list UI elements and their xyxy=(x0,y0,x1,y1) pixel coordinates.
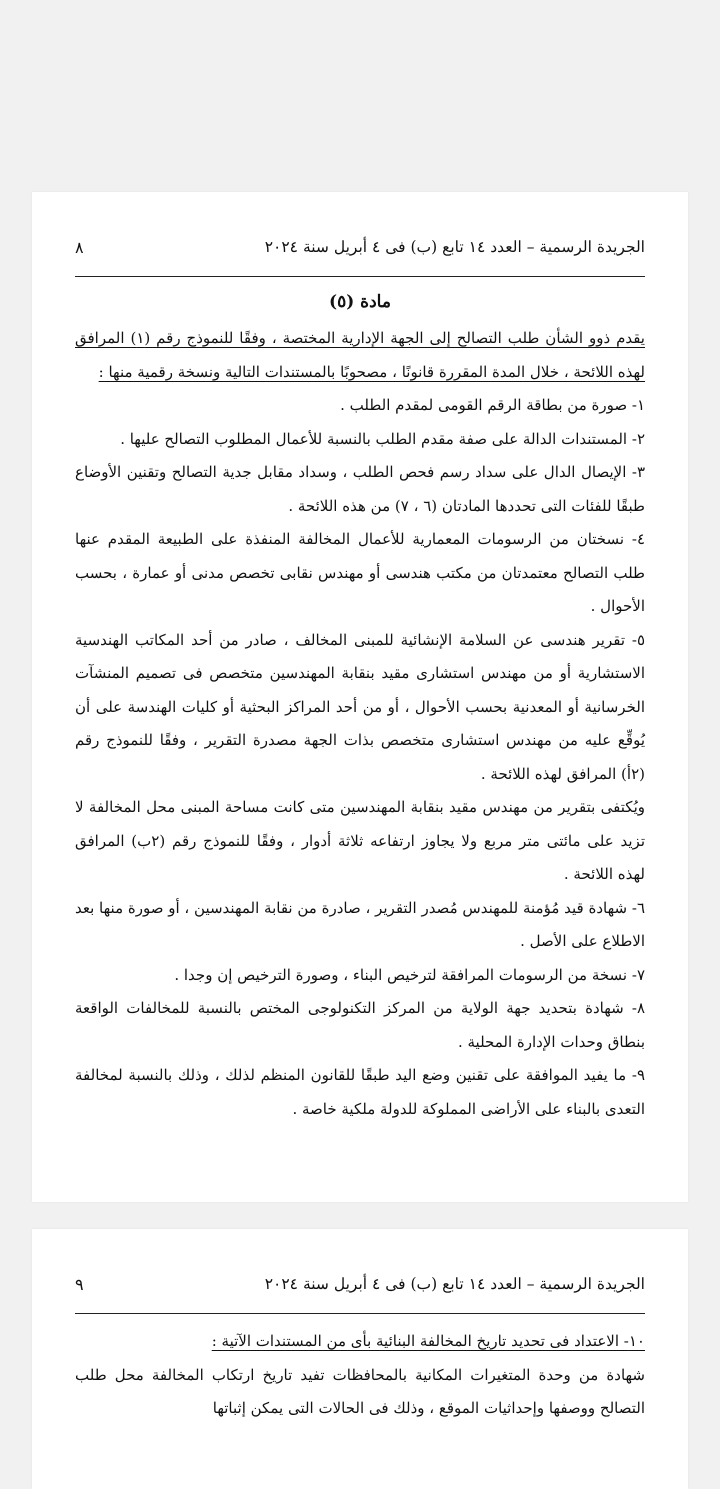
document-page-9 xyxy=(32,1229,688,1489)
list-item-3: ٣- الإيصال الدال على سداد رسم فحص الطلب ، وسداد مقابل جدية التصالح وتقنين الأوضاع طبقًا للفئات التى تحددها المادتان (٦ ، ٧) من هذه اللائحة . xyxy=(75,463,645,515)
list-item-6: ٦- شهادة قيد مُؤمنة للمهندس مُصدر التقرير ، صادرة من نقابة المهندسين ، أو صورة منها بعد الاطلاع على الأصل . xyxy=(75,898,645,950)
article-body xyxy=(75,322,645,1126)
header-rule xyxy=(75,276,645,277)
list-item-5: ٥- تقرير هندسى عن السلامة الإنشائية للمبنى المخالف ، صادر من أحد المكاتب الهندسية الاستشارية أو من مهندس استشارى مقيد بنقابة المهندسين متخصص فى تصميم المنشآت الخرسانية أو المعدنية بحسب الأحوال ، أو من أحد المراكز البحثية أو كليات الهندسة على أن يُوقِّع عليه من مهندس استشارى متخصص بذات الجهة مصدرة التقرير ، وفقًا للنموذج رقم (٢أ) المرافق لهذه اللائحة . xyxy=(75,630,646,783)
intro-paragraph: يقدم ذوو الشأن طلب التصالح إلى الجهة الإدارية المختصة ، وفقًا للنموذج رقم (١) المرافق لهذه اللائحة ، خلال المدة المقررة قانونًا ، مصحوبًا بالمستندات التالية ونسخة رقمية منها : xyxy=(75,329,645,381)
page-header xyxy=(75,238,645,268)
list-item-4: ٤- نسختان من الرسومات المعمارية للأعمال المخالفة المنفذة على الطبيعة المقدم عنها طلب التصالح معتمدتان من مكتب هندسى أو مهندس نقابى تخصص مدنى أو عمارة ، بحسب الأحوال . xyxy=(75,530,645,615)
header-rule xyxy=(75,1313,645,1314)
article-heading: مادة (٥) xyxy=(329,292,391,312)
list-item-9: ٩- ما يفيد الموافقة على تقنين وضع اليد طبقًا للقانون المنظم لذلك ، وذلك بالنسبة لمخالفة التعدى بالبناء على الأراضى المملوكة للدولة ملكية خاصة . xyxy=(75,1066,645,1118)
list-item-8: ٨- شهادة بتحديد جهة الولاية من المركز التكنولوجى المختص بالنسبة للمخالفات الواقعة بنطاق وحدات الإدارة المحلية . xyxy=(75,999,645,1051)
list-item-1: ١- صورة من بطاقة الرقم القومى لمقدم الطلب . xyxy=(340,396,645,414)
page-number: ٩ xyxy=(75,1275,84,1294)
list-item-7: ٧- نسخة من الرسومات المرافقة لترخيص البناء ، وصورة الترخيص إن وجدا . xyxy=(174,965,645,984)
list-item-5-note: ويُكتفى بتقرير من مهندس مقيد بنقابة المهندسين متى كانت مساحة المبنى محل المخالفة لا تزيد على مائتى متر مربع ولا يجاوز ارتفاعه ثلاثة أدوار ، وفقًا للنموذج رقم (٢ب) المرافق لهذه اللائحة . xyxy=(75,798,645,883)
header-title: الجريدة الرسمية – العدد ١٤ تابع (ب) فى ٤ أبريل سنة ٢٠٢٤ xyxy=(264,238,645,256)
document-page-8 xyxy=(32,192,688,1202)
article-body xyxy=(75,1325,645,1426)
list-item-2: ٢- المستندات الدالة على صفة مقدم الطلب بالنسبة للأعمال المطلوب التصالح عليها . xyxy=(120,429,645,448)
list-item-10-heading: ١٠- الاعتداد فى تحديد تاريخ المخالفة البنائية بأى من المستندات الآتية : xyxy=(211,1332,645,1350)
page-header xyxy=(75,1275,645,1305)
page-number: ٨ xyxy=(75,238,84,257)
list-item-10-text: شهادة من وحدة المتغيرات المكانية بالمحافظات تفيد تاريخ ارتكاب المخالفة محل طلب التصالح ووصفها وإحداثيات الموقع ، وذلك فى الحالات التى يمكن إثباتها xyxy=(75,1365,645,1417)
header-title: الجريدة الرسمية – العدد ١٤ تابع (ب) فى ٤ أبريل سنة ٢٠٢٤ xyxy=(264,1275,645,1293)
